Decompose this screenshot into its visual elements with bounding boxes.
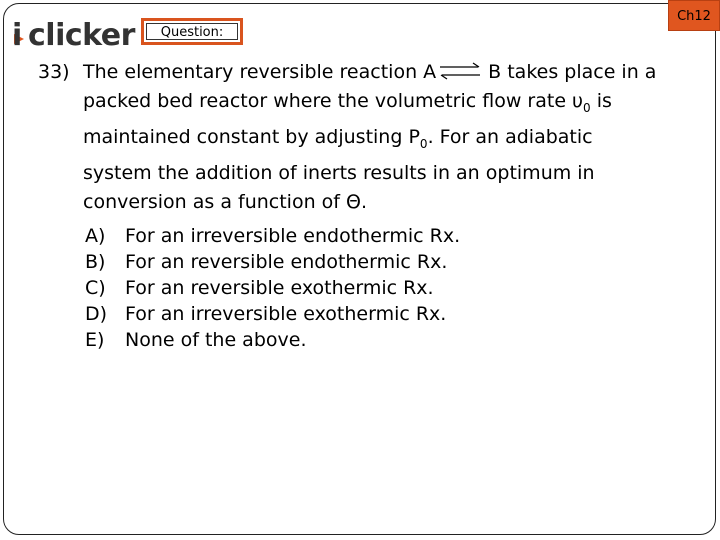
question-line-2 [83, 87, 683, 123]
reversible-arrows-icon [438, 60, 482, 78]
question-line-2b: is [590, 90, 612, 112]
question-label: Question: [146, 23, 238, 40]
option-letter: E) [85, 329, 105, 351]
option-c[interactable] [85, 275, 460, 301]
option-letter: B) [85, 251, 106, 273]
question-line-3 [83, 123, 683, 159]
option-e[interactable] [85, 327, 460, 353]
question-line-2a: packed bed reactor where the volumetric flow rate υ [83, 90, 584, 112]
question-text [83, 58, 683, 217]
option-text: For an irreversible exothermic Rx. [125, 303, 447, 325]
question-line-1a: The elementary reversible reaction A [83, 61, 437, 83]
question-line-1b: B takes place in a [488, 61, 657, 83]
option-b[interactable] [85, 249, 460, 275]
option-text: For an reversible exothermic Rx. [125, 277, 434, 299]
option-letter: A) [85, 225, 106, 247]
logo-text: clicker [28, 18, 135, 53]
chapter-tag: Ch12 [668, 0, 720, 31]
question-line-3b: . For an adiabatic [427, 125, 593, 148]
option-letter: D) [85, 303, 108, 325]
question-line-1 [83, 58, 683, 87]
question-line-5: conversion as a function of Θ. [83, 190, 368, 213]
option-letter: C) [85, 277, 106, 299]
question-line-4: system the addition of inerts results in an optimum in [83, 161, 595, 184]
answer-options [85, 223, 460, 353]
option-a[interactable] [85, 223, 460, 249]
question-line-3a: maintained constant by adjusting P [83, 125, 420, 148]
option-d[interactable] [85, 301, 460, 327]
option-text: None of the above. [125, 329, 307, 351]
logo-i: i [12, 18, 23, 53]
question-number: 33) [38, 61, 70, 83]
option-text: For an irreversible endothermic Rx. [125, 225, 461, 247]
question-line-2-sub: 0 [583, 100, 591, 115]
option-text: For an reversible endothermic Rx. [125, 251, 448, 273]
question-line-3-sub: 0 [419, 136, 428, 151]
question-label-box [141, 18, 243, 45]
